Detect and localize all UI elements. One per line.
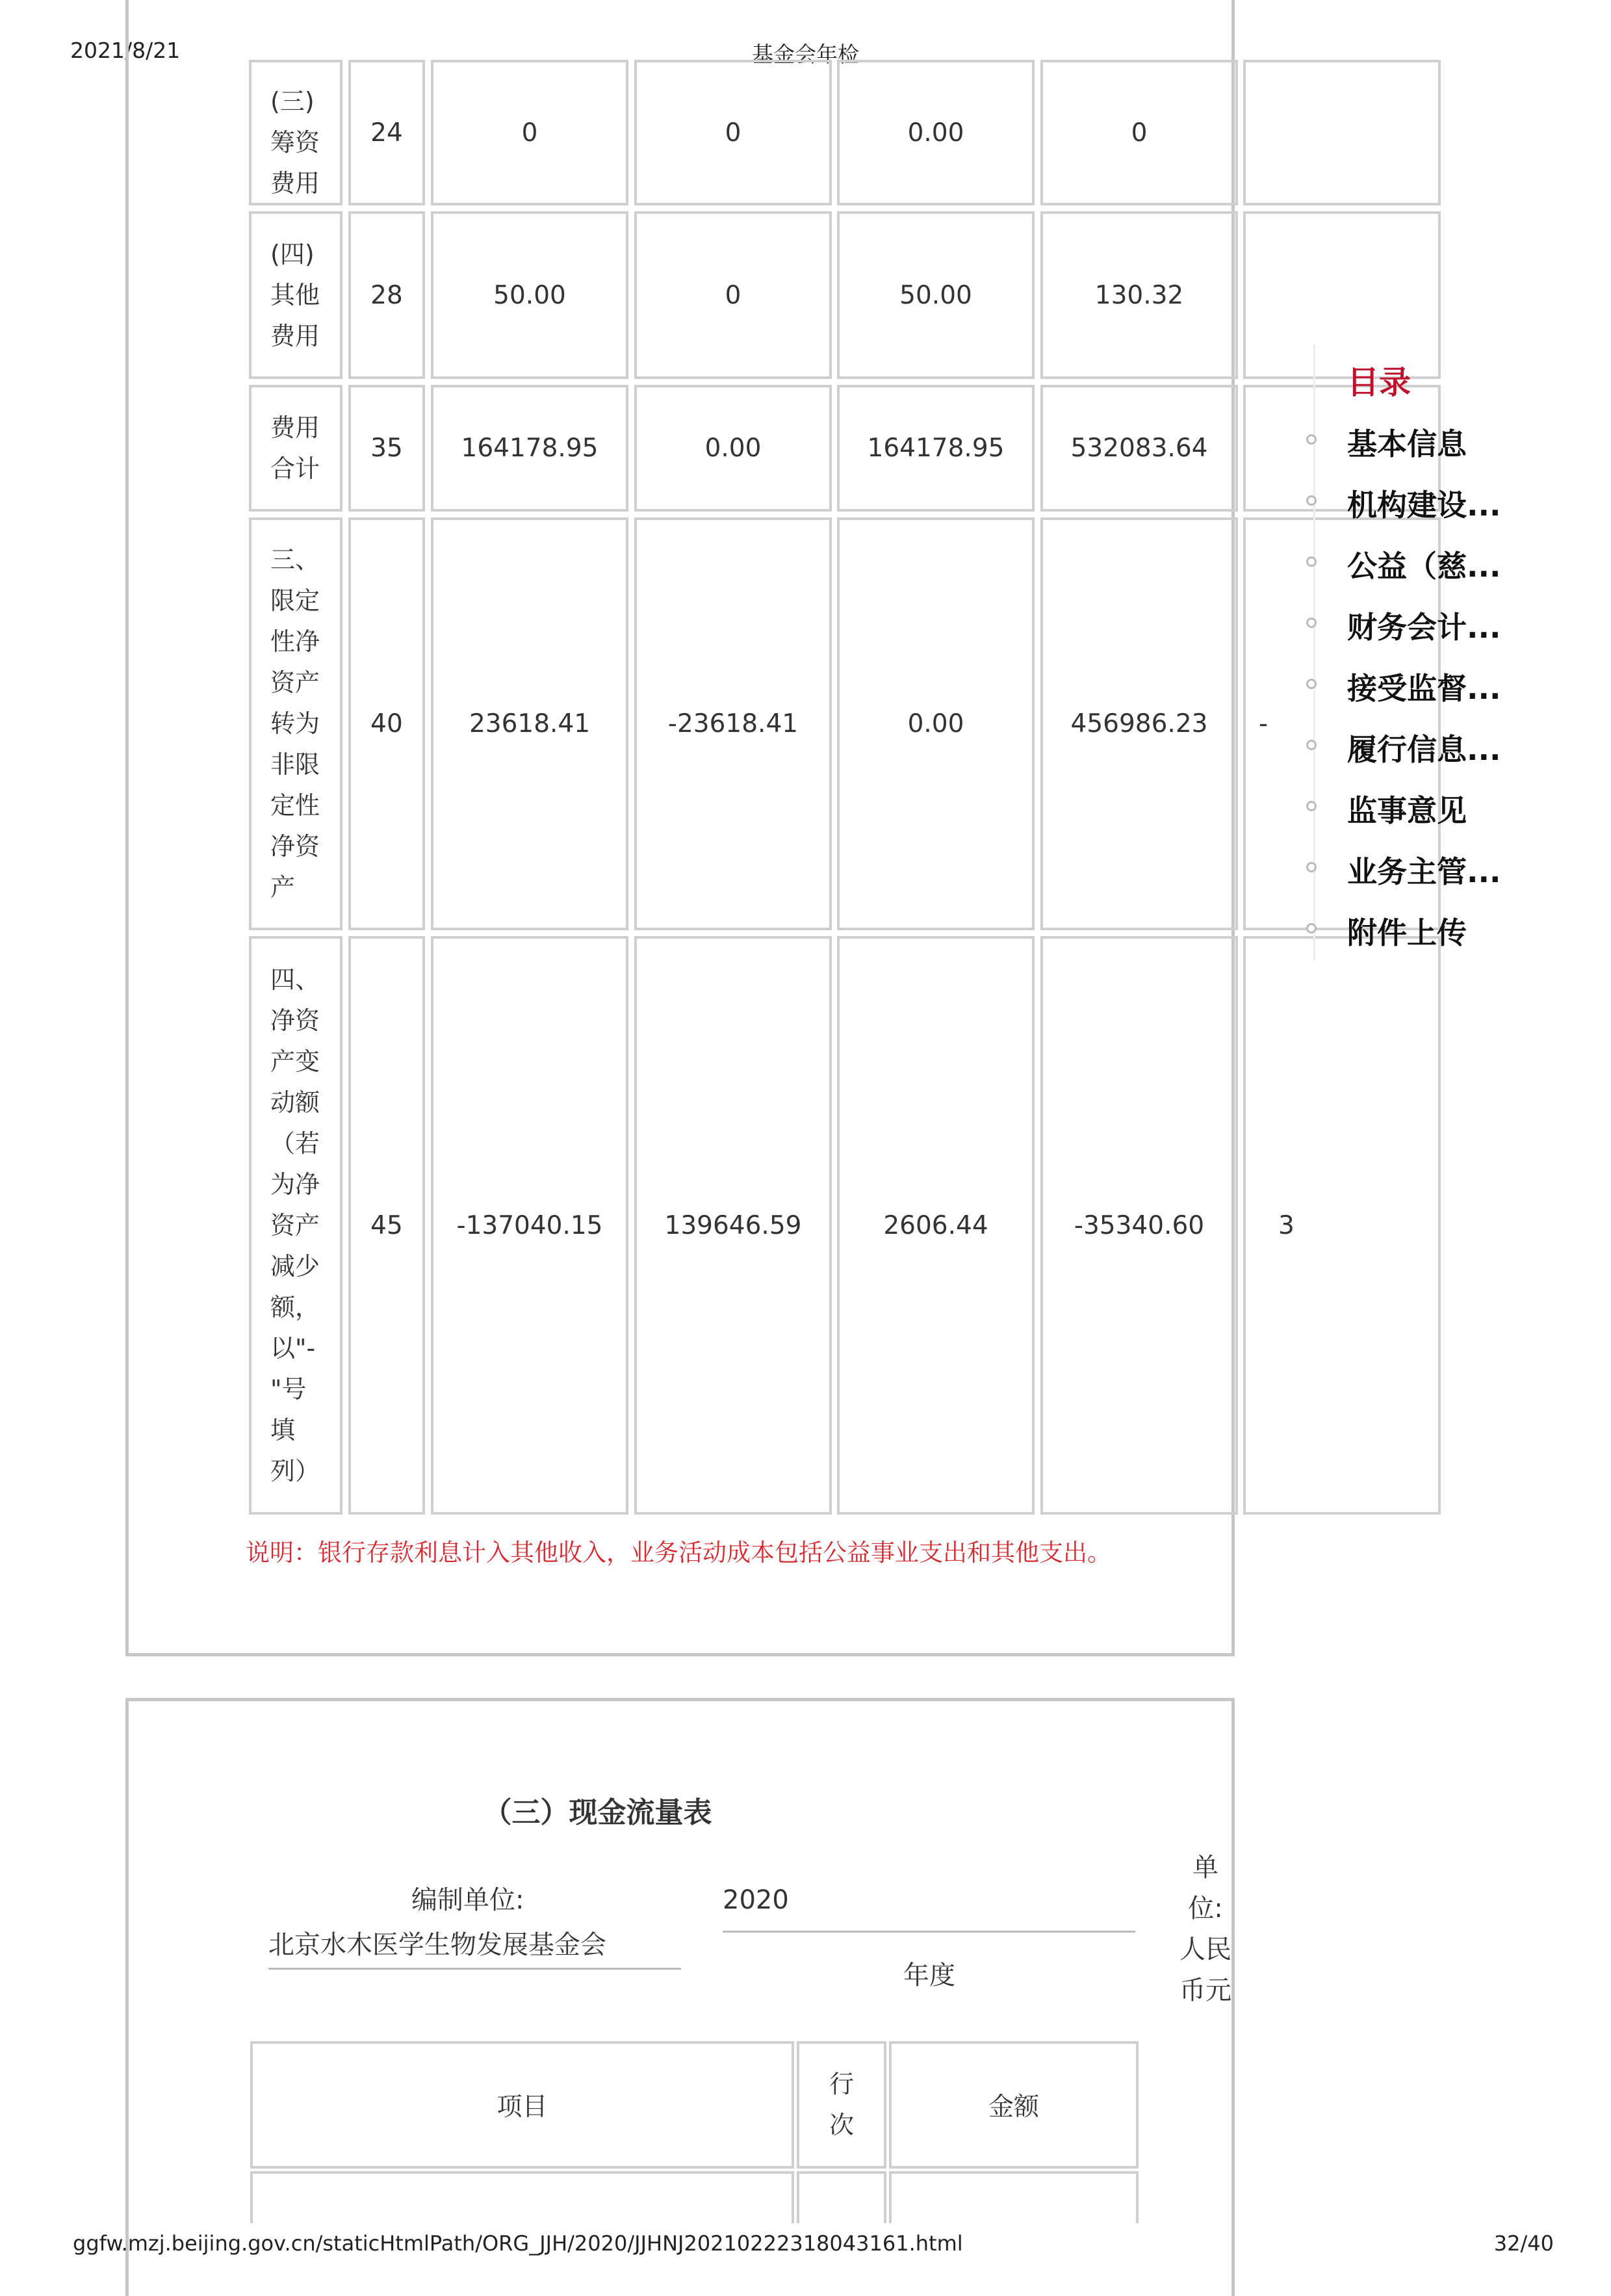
value-cell (1243, 60, 1441, 205)
toc-item-finance[interactable]: 财务会计... (1347, 610, 1501, 645)
toc-item-supervision[interactable]: 接受监督... (1347, 671, 1501, 706)
toc-dot-icon (1306, 618, 1317, 628)
toc-item-org-building[interactable]: 机构建设... (1347, 488, 1501, 523)
line-number: 45 (348, 936, 425, 1515)
value-cell (1243, 211, 1441, 379)
compiling-unit-label: 编制单位: (411, 1885, 524, 1915)
value-cell: 139646.59 (634, 936, 832, 1515)
value-cell: 0.00 (837, 517, 1035, 930)
table-row (797, 2171, 886, 2223)
value-cell: 164178.95 (431, 385, 628, 512)
toc-dot-icon (1306, 740, 1317, 750)
header-amount: 金额 (889, 2041, 1139, 2169)
toc-dot-icon (1306, 801, 1317, 811)
value-cell: -137040.15 (431, 936, 628, 1515)
value-cell: 456986.23 (1040, 517, 1238, 930)
value-cell: 0 (634, 60, 832, 205)
line-number: 28 (348, 211, 425, 379)
line-number: 35 (348, 385, 425, 512)
print-title: 基金会年检 (752, 42, 859, 67)
value-cell: 130.32 (1040, 211, 1238, 379)
value-cell: 0 (634, 211, 832, 379)
toc-dot-icon (1306, 862, 1317, 872)
cash-flow-title: （三）现金流量表 (483, 1796, 712, 1829)
value-cell: 164178.95 (837, 385, 1035, 512)
value-cell: 2606.44 (837, 936, 1035, 1515)
toc-dot-icon (1306, 923, 1317, 933)
page-number: 32/40 (1493, 2231, 1554, 2256)
value-cell: 23618.41 (431, 517, 628, 930)
value-cell: 3 (1243, 936, 1441, 1515)
value-cell: 50.00 (431, 211, 628, 379)
value-cell: 0 (431, 60, 628, 205)
header-item: 项目 (250, 2041, 794, 2169)
year-value: 2020 (723, 1885, 789, 1915)
toc-item-disclosure[interactable]: 履行信息... (1347, 732, 1501, 767)
expense-table (249, 79, 1295, 1530)
toc-dot-icon (1306, 434, 1317, 445)
value-cell: -35340.60 (1040, 936, 1238, 1515)
table-row-label: (四)其他费用 (249, 211, 342, 379)
toc-item-authority[interactable]: 业务主管... (1347, 854, 1501, 889)
toc-item-supervisor-opinion[interactable]: 监事意见 (1347, 793, 1467, 828)
toc-dot-icon (1306, 556, 1317, 567)
print-date: 2021/8/21 (70, 38, 181, 63)
value-cell: 50.00 (837, 211, 1035, 379)
value-cell: 532083.64 (1040, 385, 1238, 512)
toc-dot-icon (1306, 495, 1317, 506)
toc-dot-icon (1306, 679, 1317, 689)
line-number: 40 (348, 517, 425, 930)
compiling-unit-value: 北京水木医学生物发展基金会 (268, 1930, 606, 1960)
year-label: 年度 (903, 1961, 955, 1990)
table-row-label: 费用合计 (249, 385, 342, 512)
header-line-number: 行次 (797, 2041, 886, 2169)
toc-item-basic-info[interactable]: 基本信息 (1347, 426, 1467, 462)
compiling-unit-underline (268, 1968, 681, 1970)
page-url: ggfw.mzj.beijing.gov.cn/staticHtmlPath/ORG_JJH/2020/JJHNJ20210222318043161.html (73, 2231, 963, 2256)
year-underline (723, 1931, 1135, 1933)
value-cell: - (1243, 517, 1441, 930)
table-note: 说明：银行存款利息计入其他收入，业务活动成本包括公益事业支出和其他支出。 (246, 1539, 1111, 1567)
value-cell: 0 (1040, 60, 1238, 205)
value-cell: 0.00 (634, 385, 832, 512)
toc-title: 目录 (1347, 364, 1411, 401)
table-row (250, 2171, 794, 2223)
table-row-label: 三、限定性净资产转为非限定性净资产 (249, 517, 342, 930)
value-cell: -23618.41 (634, 517, 832, 930)
table-row-label: (三)筹资费用 (249, 60, 342, 205)
line-number: 24 (348, 60, 425, 205)
toc-item-charity[interactable]: 公益（慈... (1347, 549, 1501, 584)
money-unit: 单位:人民币元 (1179, 1853, 1231, 2005)
table-row (889, 2171, 1139, 2223)
value-cell: 0.00 (837, 60, 1035, 205)
table-row-label: 四、净资产变动额（若为净资产减少额，以"-"号填列） (249, 936, 342, 1515)
toc-item-attachments[interactable]: 附件上传 (1347, 915, 1467, 950)
